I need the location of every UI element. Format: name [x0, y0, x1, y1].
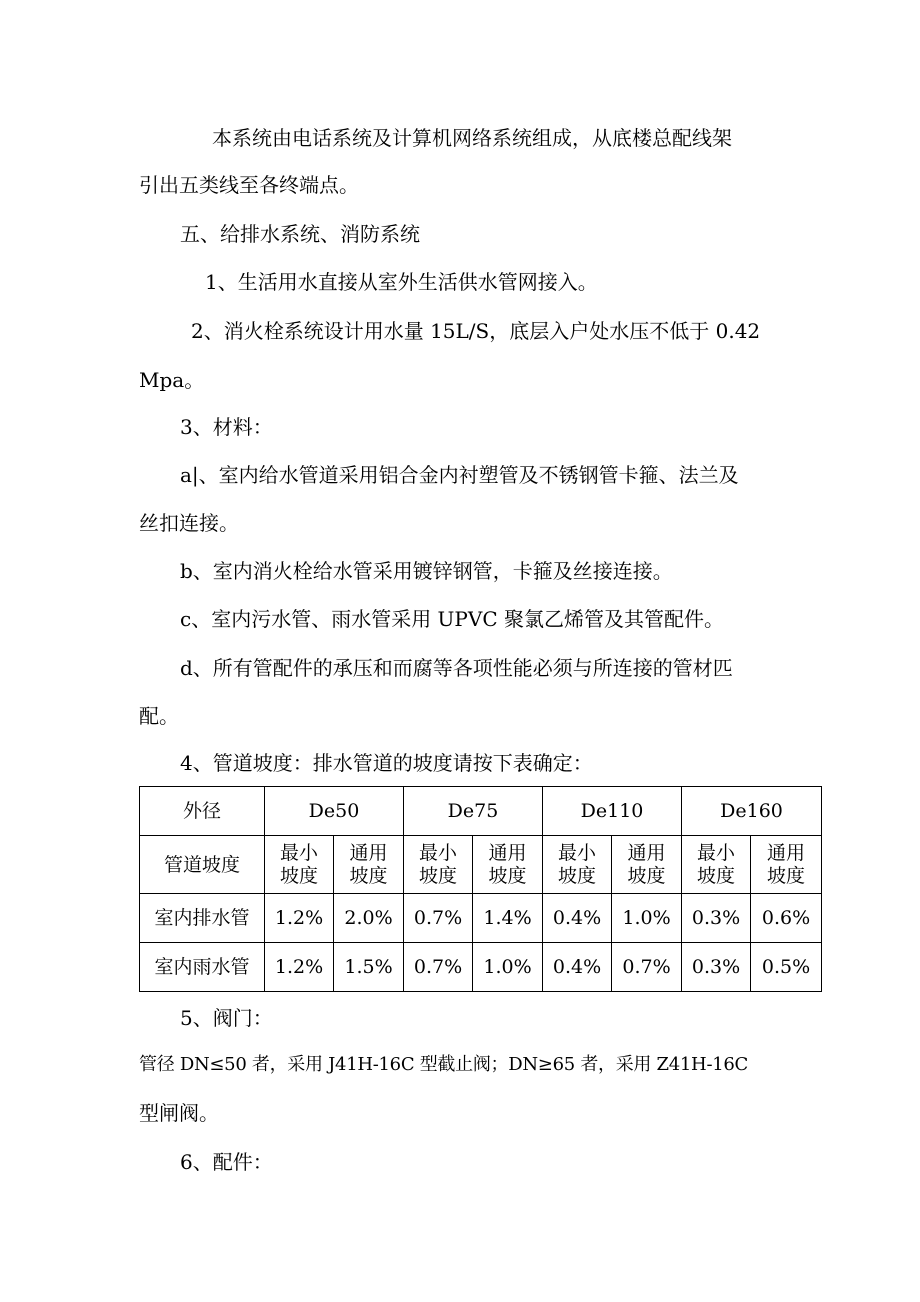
table-cell: 0.7% [404, 894, 473, 943]
item-5-valves-heading: 5、阀门： [180, 1006, 273, 1030]
table-corner-label: 外径 [140, 787, 265, 836]
sub-common-slope: 通用 坡度 [612, 836, 682, 894]
table-row [140, 894, 822, 943]
table-subheader-row [140, 836, 822, 894]
table-cell: 1.5% [334, 943, 404, 992]
item-3-materials-heading: 3、材料： [180, 415, 273, 439]
sub-min-slope: 最小 坡度 [682, 836, 751, 894]
table-cell: 0.7% [404, 943, 473, 992]
pipe-slope-table [139, 786, 822, 992]
item-2-hydrant-line-1: 2、消火栓系统设计用水量 15L/S，底层入户处水压不低于 0.42 [191, 319, 761, 343]
table-header-row [140, 787, 822, 836]
diameter-de50: De50 [265, 787, 404, 836]
paragraph-telecom-line-1: 本系统由电话系统及计算机网络系统组成，从底楼总配线架 [212, 126, 732, 150]
table-cell: 1.0% [473, 943, 543, 992]
table-cell: 0.7% [612, 943, 682, 992]
table-cell: 1.2% [265, 894, 334, 943]
sub-common-slope: 通用 坡度 [334, 836, 404, 894]
table-cell: 0.3% [682, 943, 751, 992]
item-3a-line-2: 丝扣连接。 [139, 511, 239, 535]
table-cell: 1.0% [612, 894, 682, 943]
table-cell: 0.4% [543, 894, 612, 943]
diameter-de110: De110 [543, 787, 682, 836]
item-6-fittings-heading: 6、配件： [180, 1150, 273, 1174]
table-cell: 0.6% [751, 894, 822, 943]
sub-common-slope: 通用 坡度 [751, 836, 822, 894]
valve-spec-line-2: 型闸阀。 [139, 1101, 219, 1125]
table-cell: 2.0% [334, 894, 404, 943]
item-3c: c、室内污水管、雨水管采用 UPVC 聚氯乙烯管及其管配件。 [180, 607, 724, 631]
item-3b: b、室内消火栓给水管采用镀锌钢管，卡箍及丝接连接。 [180, 559, 673, 583]
item-2-hydrant-line-2: Mpa。 [139, 368, 205, 392]
diameter-de75: De75 [404, 787, 543, 836]
row-header-slope: 管道坡度 [140, 836, 265, 894]
table-cell: 1.2% [265, 943, 334, 992]
paragraph-telecom-line-2: 引出五类线至各终端点。 [139, 173, 359, 197]
item-1-domestic-water: 1、生活用水直接从室外生活供水管网接入。 [205, 270, 598, 294]
sub-min-slope: 最小 坡度 [265, 836, 334, 894]
valve-spec-line-1: 管径 DN≤50 者，采用 J41H-16C 型截止阀；DN≥65 者，采用 Z41H-16C [139, 1054, 749, 1075]
row-label-rainwater: 室内雨水管 [140, 943, 265, 992]
item-3d-line-1: d、所有管配件的承压和而腐等各项性能必须与所连接的管材匹 [180, 656, 733, 680]
table-cell: 0.4% [543, 943, 612, 992]
table-cell: 1.4% [473, 894, 543, 943]
table-cell: 0.5% [751, 943, 822, 992]
item-4-slope-heading: 4、管道坡度：排水管道的坡度请按下表确定： [180, 751, 593, 775]
section-heading-water-fire: 五、给排水系统、消防系统 [180, 222, 420, 246]
diameter-de160: De160 [682, 787, 822, 836]
row-label-drain: 室内排水管 [140, 894, 265, 943]
item-3d-line-2: 配。 [139, 704, 179, 728]
table-cell: 0.3% [682, 894, 751, 943]
sub-common-slope: 通用 坡度 [473, 836, 543, 894]
table-row [140, 943, 822, 992]
sub-min-slope: 最小 坡度 [543, 836, 612, 894]
sub-min-slope: 最小 坡度 [404, 836, 473, 894]
item-3a-line-1: a|、室内给水管道采用铝合金内衬塑管及不锈钢管卡箍、法兰及 [180, 463, 739, 487]
